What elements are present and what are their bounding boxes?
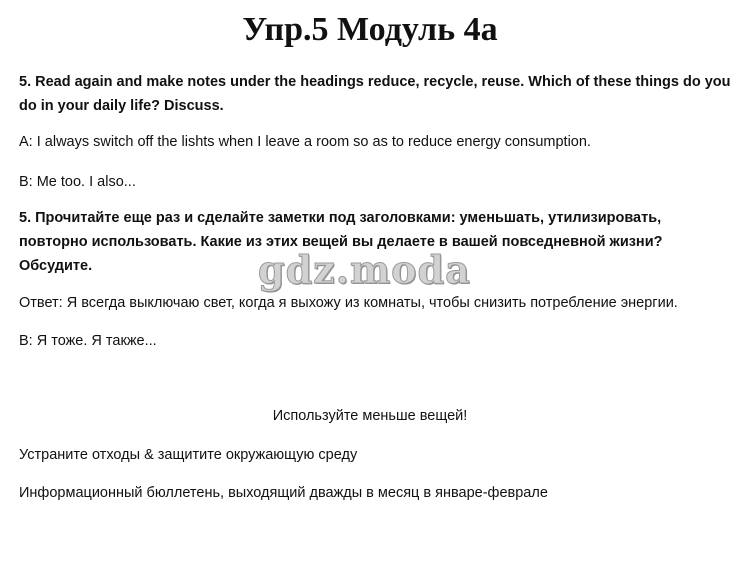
task-english: 5. Read again and make notes under the headings reduce, recycle, reuse. Which of these things do you do in your daily life? Discuss. (19, 74, 731, 114)
dialog-russian-b: В: Я тоже. Я также... (19, 333, 157, 349)
dialog-line-b: B: Me too. I also... (19, 174, 136, 190)
watermark-logo: gdz.moda (258, 247, 471, 292)
newsletter-line: Информационный бюллетень, выходящий дважды в месяц в январе-феврале (19, 485, 548, 501)
dialog-line-a: A: I always switch off the lishts when I leave a room so as to reduce energy consumption. (19, 134, 591, 150)
task-russian: 5. Прочитайте еще раз и сделайте заметки под заголовками: уменьшать, утилизировать, повторно использовать. Какие из этих вещей вы делаете в вашей повседневной жизни? Обсудите. (19, 210, 663, 274)
answer-russian: Ответ: Я всегда выключаю свет, когда я выхожу из комнаты, чтобы снизить потребление энергии. (19, 295, 678, 311)
page-title: Упр.5 Модуль 4а (242, 11, 498, 48)
waste-line: Устраните отходы & защитите окружающую среду (19, 447, 358, 463)
centered-heading: Используйте меньше вещей! (272, 408, 468, 424)
